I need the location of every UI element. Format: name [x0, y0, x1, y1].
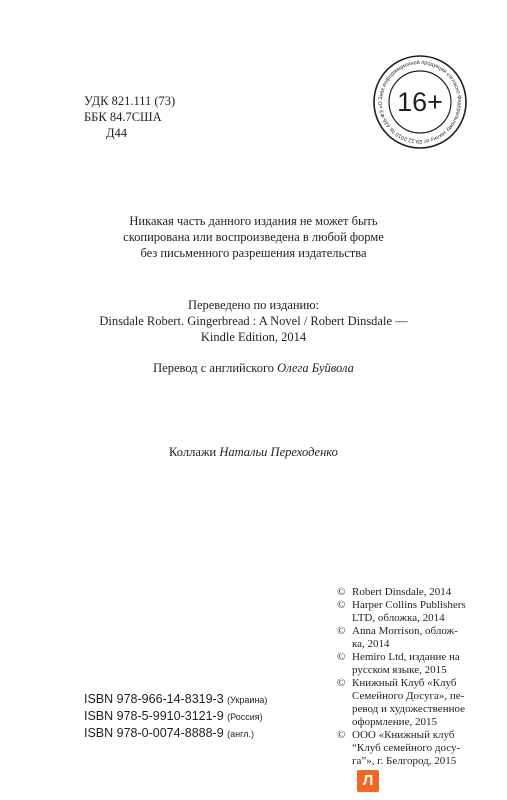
source-edition — [0, 297, 507, 345]
translation-prefix: Перевод с английского — [153, 361, 278, 375]
notice-line: Никакая часть данного издания не может быть — [129, 214, 378, 228]
copyright-line: ООО «Книжный клуб — [352, 729, 455, 741]
source-line: Переведено по изданию: — [187, 298, 320, 312]
collage-prefix: Коллажи — [169, 445, 220, 459]
copyright-line: LTD, обложка, 2014 — [352, 612, 445, 624]
udk-code: УДК 821.111 (73) — [84, 94, 176, 108]
age-rating-seal-graphic — [371, 53, 469, 151]
copyright-line: русском языке, 2015 — [352, 664, 447, 676]
isbn-line: ISBN 978-5-9910-3121-9 (Россия) — [84, 709, 263, 723]
isbn-line: ISBN 978-0-0074-8888-9 (англ.) — [84, 726, 254, 740]
copyright-item — [337, 586, 497, 599]
copyright-symbol: © — [337, 677, 346, 689]
translation-credit — [0, 360, 507, 376]
translator-name: Олега Буйвола — [277, 361, 354, 375]
source-line: Kindle Edition, 2014 — [200, 330, 307, 344]
copyright-line: Hemiro Ltd, издание на — [352, 651, 460, 663]
copyright-line: Robert Dinsdale, 2014 — [352, 586, 452, 598]
copyright-line: Anna Morrison, облож- — [352, 625, 458, 637]
copyright-item — [337, 599, 497, 625]
publisher-logo-letter: Л — [362, 772, 374, 789]
copyright-line: Книжный Клуб «Клуб — [352, 677, 457, 689]
copyright-item — [337, 677, 497, 729]
copyright-line: ревод и художественное — [352, 703, 465, 715]
isbn-list — [84, 691, 267, 742]
copyright-item — [337, 729, 497, 768]
copyright-line: Семейного Досуга», пе- — [352, 690, 465, 702]
seal-ring-text: Знак информационной продукции согласно Федеральному закону от 29.12.2010 № 436-ФЗ «О — [377, 59, 463, 145]
copyright-item — [337, 625, 497, 651]
author-code: Д44 — [106, 126, 128, 140]
copyright-symbol: © — [337, 651, 346, 663]
copyright-symbol: © — [337, 625, 346, 637]
publisher-logo — [357, 770, 379, 792]
copyright-line: Harper Collins Publishers — [352, 599, 466, 611]
bbk-code: ББК 84.7США — [84, 110, 162, 124]
copyright-line: ка, 2014 — [352, 638, 390, 650]
seal-rating: 16+ — [397, 87, 443, 117]
copy-restriction-notice — [0, 213, 507, 261]
notice-line: скопирована или воспроизведена в любой форме — [123, 230, 384, 244]
copyright-line: “Клуб семейного досу- — [352, 742, 461, 754]
copyright-line: оформление, 2015 — [352, 716, 437, 728]
copyright-symbol: © — [337, 729, 346, 741]
copyright-line: га”», г. Белгород, 2015 — [352, 755, 457, 767]
copyright-list — [337, 586, 497, 768]
source-line: Dinsdale Robert. Gingerbread : A Novel / Robert Dinsdale — — [99, 314, 408, 328]
isbn-line: ISBN 978-966-14-8319-3 (Украина) — [84, 692, 268, 706]
collage-credit — [0, 444, 507, 460]
notice-line: без письменного разрешения издательства — [140, 246, 367, 260]
copyright-symbol: © — [337, 599, 346, 611]
copyright-symbol: © — [337, 586, 346, 598]
collage-artist-name: Натальи Переходенко — [219, 445, 338, 459]
age-rating-seal — [371, 53, 469, 151]
copyright-item — [337, 651, 497, 677]
classification-codes — [84, 93, 175, 141]
